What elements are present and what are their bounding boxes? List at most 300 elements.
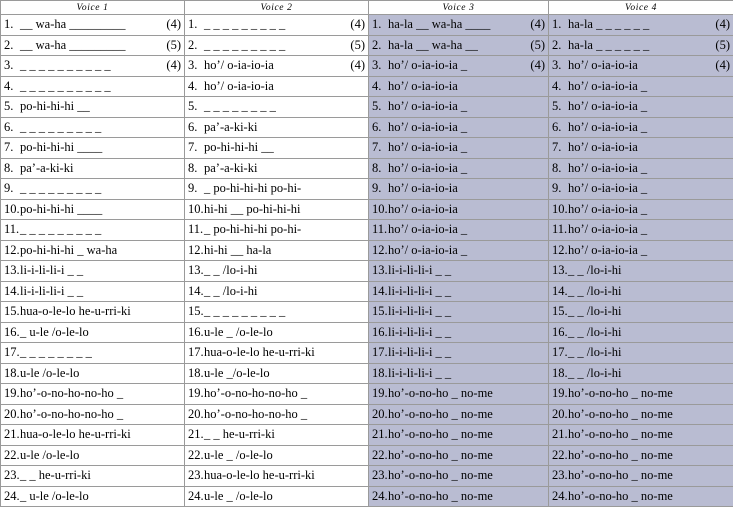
cell-text: ha-la __ wa-ha __ (388, 37, 478, 52)
cell-text: hoʼ-o-no-ho _ no-me (568, 386, 673, 400)
cell-text: _ _ _ _ _ _ _ _ _ (204, 304, 286, 318)
cell-content (369, 220, 548, 240)
cell-content (185, 384, 368, 404)
cell-line-number: 15. (4, 304, 20, 318)
cell-content (369, 446, 548, 466)
cell-content (185, 200, 368, 220)
cell-text: hua-o-le-lo he-u-rri-ki (20, 304, 131, 318)
cell-text: _ _ _ _ _ _ _ _ _ (20, 181, 102, 195)
cell-text: hoʼ/ o-ia-io-ia _ (388, 160, 468, 175)
voice-2-cell (185, 220, 369, 241)
cell-content (549, 343, 733, 363)
table-row (1, 445, 733, 466)
voice-3-cell (369, 117, 549, 138)
cell-text: hoʼ/ o-ia-io-ia (568, 140, 638, 154)
cell-text: _ _ /lo-i-hi (204, 283, 258, 298)
voice-4-cell (549, 158, 733, 179)
cell-text: po-hi-hi-hi __ (204, 140, 274, 154)
cell-content (369, 425, 548, 445)
cell-content (549, 77, 733, 97)
cell-text: hoʼ/ o-ia-io-ia (204, 58, 274, 72)
voice-1-cell (1, 404, 185, 425)
cell-text: _ _ _ _ _ _ _ _ _ (20, 119, 102, 134)
cell-line-number: 2. (188, 37, 198, 52)
cell-text: u-le /o-le-lo (20, 365, 80, 380)
table-row (1, 179, 733, 200)
cell-content (1, 425, 184, 445)
cell-text: hoʼ/ o-ia-io-ia _ (568, 78, 648, 93)
cell-line-number: 7. (372, 140, 382, 154)
cell-text: li-i-li-li-i _ _ (20, 283, 84, 298)
cell-line-number: 11. (188, 222, 204, 236)
voice-3-cell (369, 343, 549, 364)
voice-2-cell (185, 35, 369, 56)
cell-content (185, 220, 368, 240)
cell-line-number: 6. (552, 119, 562, 134)
voice-2-cell (185, 15, 369, 36)
voice-3-cell (369, 158, 549, 179)
table-row (1, 343, 733, 364)
cell-content (1, 97, 184, 117)
cell-content (185, 405, 368, 425)
voice-2-cell (185, 404, 369, 425)
cell-line-number: 1. (188, 17, 198, 31)
voice-1-cell (1, 35, 185, 56)
cell-line-number: 24. (552, 488, 568, 503)
voice-2-cell (185, 425, 369, 446)
cell-content (185, 261, 368, 281)
cell-content (549, 364, 733, 384)
voice-1-cell (1, 117, 185, 138)
cell-content (185, 302, 368, 322)
voice-2-cell (185, 179, 369, 200)
cell-line-number: 5. (552, 99, 562, 113)
cell-line-number: 19. (372, 386, 388, 400)
cell-content (549, 159, 733, 179)
cell-text: _ _ _ _ _ _ _ _ _ _ (20, 58, 111, 72)
cell-text: _ _ /lo-i-hi (568, 263, 622, 277)
cell-text: hoʼ/ o-ia-io-ia (388, 181, 458, 195)
cell-line-number: 14. (372, 283, 388, 298)
cell-text: hoʼ/ o-ia-io-ia _ (388, 99, 468, 113)
cell-content (185, 425, 368, 445)
cell-text: hoʼ-o-no-ho _ no-me (568, 447, 673, 462)
cell-text: _ _ _ _ _ _ _ _ (20, 345, 92, 359)
cell-line-number: 15. (188, 304, 204, 318)
voice-1-cell (1, 302, 185, 323)
voice-3-cell (369, 15, 549, 36)
table-row (1, 220, 733, 241)
cell-content (185, 56, 368, 76)
voice-1-cell (1, 240, 185, 261)
voice-1-cell (1, 220, 185, 241)
cell-content (1, 466, 184, 486)
cell-content (549, 261, 733, 281)
table-row (1, 384, 733, 405)
voice-4-cell (549, 425, 733, 446)
voice-4-cell (549, 56, 733, 77)
cell-text: _ _ _ _ _ _ _ _ _ (204, 37, 286, 52)
cell-line-number: 10. (552, 201, 568, 216)
cell-line-number: 12. (4, 242, 20, 257)
cell-line-number: 2. (372, 37, 382, 52)
cell-line-number: 21. (552, 427, 568, 441)
cell-text: hoʼ/ o-ia-io-ia _ (388, 119, 468, 134)
voice-1-cell (1, 97, 185, 118)
cell-content (369, 138, 548, 158)
cell-text: hoʼ-o-no-ho-no-ho _ (204, 386, 308, 400)
table-row (1, 425, 733, 446)
cell-content (549, 36, 733, 56)
voice-4-cell (549, 404, 733, 425)
voice-1-cell (1, 281, 185, 302)
cell-count: (4) (166, 58, 181, 72)
cell-line-number: 4. (4, 78, 14, 93)
cell-line-number: 13. (552, 263, 568, 277)
cell-content (185, 159, 368, 179)
voice-2-cell (185, 56, 369, 77)
voice-4-cell (549, 220, 733, 241)
cell-line-number: 9. (4, 181, 14, 195)
voice-3-cell (369, 404, 549, 425)
cell-text: po-hi-hi-hi __ (20, 99, 90, 113)
cell-line-number: 15. (552, 304, 568, 318)
voice-1-cell (1, 363, 185, 384)
voice-2-cell (185, 302, 369, 323)
cell-text: li-i-li-li-i _ _ (388, 365, 452, 380)
table-row (1, 35, 733, 56)
cell-text: li-i-li-li-i _ _ (388, 304, 452, 318)
voice-1-cell (1, 199, 185, 220)
cell-content (185, 446, 368, 466)
cell-text: __ wa-ha _________ (20, 37, 126, 52)
cell-content (369, 487, 548, 507)
voice-4-cell (549, 117, 733, 138)
voice-4-cell (549, 15, 733, 36)
cell-content (1, 179, 184, 199)
cell-line-number: 20. (188, 406, 204, 421)
cell-content (185, 77, 368, 97)
cell-line-number: 19. (4, 386, 20, 400)
table-row (1, 76, 733, 97)
cell-line-number: 11. (372, 222, 388, 236)
cell-count: (5) (530, 37, 545, 52)
cell-content (369, 118, 548, 138)
cell-line-number: 4. (552, 78, 562, 93)
cell-content (369, 384, 548, 404)
cell-content (1, 118, 184, 138)
cell-line-number: 1. (552, 17, 562, 31)
cell-content (1, 220, 184, 240)
cell-line-number: 23. (4, 468, 20, 482)
table-row (1, 404, 733, 425)
cell-line-number: 18. (4, 365, 20, 380)
cell-text: _ _ /lo-i-hi (568, 324, 622, 339)
cell-text: u-le _/o-le-lo (204, 365, 270, 380)
cell-content (1, 138, 184, 158)
voice-1-cell (1, 179, 185, 200)
cell-line-number: 16. (372, 324, 388, 339)
cell-text: paʼ-a-ki-ki (204, 160, 258, 175)
voice-1-cell (1, 466, 185, 487)
voice-1-cell (1, 138, 185, 159)
table-row (1, 261, 733, 282)
cell-line-number: 24. (188, 488, 204, 503)
cell-line-number: 6. (4, 119, 14, 134)
cell-line-number: 21. (372, 427, 388, 441)
voice-1-cell (1, 343, 185, 364)
cell-count: (4) (530, 58, 545, 72)
cell-line-number: 12. (372, 242, 388, 257)
cell-text: ha-la __ wa-ha ____ (388, 17, 491, 31)
cell-text: hoʼ/ o-ia-io-ia _ (388, 242, 468, 257)
cell-content (369, 364, 548, 384)
cell-line-number: 23. (188, 468, 204, 482)
cell-text: po-hi-hi-hi _ wa-ha (20, 242, 118, 257)
cell-text: hoʼ/ o-ia-io-ia _ (568, 201, 648, 216)
cell-line-number: 8. (552, 160, 562, 175)
cell-line-number: 11. (4, 222, 20, 236)
column-header-voice-3: Voice 3 (369, 1, 549, 15)
table-row (1, 240, 733, 261)
cell-count: (4) (166, 17, 181, 31)
cell-text: u-le _ /o-le-lo (204, 447, 273, 462)
cell-text: hoʼ-o-no-ho _ no-me (568, 427, 673, 441)
cell-text: hoʼ-o-no-ho-no-ho _ (20, 406, 124, 421)
cell-text: _ _ /lo-i-hi (568, 283, 622, 298)
cell-content (369, 261, 548, 281)
cell-line-number: 7. (4, 140, 14, 154)
cell-line-number: 16. (188, 324, 204, 339)
table-row (1, 281, 733, 302)
voice-1-cell (1, 322, 185, 343)
voice-2-cell (185, 322, 369, 343)
cell-content (1, 282, 184, 302)
table-row (1, 56, 733, 77)
voice-3-cell (369, 486, 549, 507)
cell-text: hoʼ-o-no-ho _ no-me (568, 406, 673, 421)
cell-content (1, 241, 184, 261)
cell-line-number: 2. (552, 37, 562, 52)
cell-text: li-i-li-li-i _ _ (388, 283, 452, 298)
voice-3-cell (369, 384, 549, 405)
cell-line-number: 5. (4, 99, 14, 113)
cell-line-number: 3. (188, 58, 198, 72)
cell-content (1, 302, 184, 322)
cell-text: _ _ he-u-rri-ki (20, 468, 91, 482)
cell-text: hoʼ-o-no-ho-no-ho _ (204, 406, 308, 421)
cell-content (549, 302, 733, 322)
cell-line-number: 21. (4, 427, 20, 441)
cell-content (185, 241, 368, 261)
voice-3-cell (369, 466, 549, 487)
cell-text: _ _ _ _ _ _ _ _ _ _ (20, 78, 111, 93)
cell-text: hi-hi __ po-hi-hi-hi (204, 201, 301, 216)
cell-line-number: 18. (552, 365, 568, 380)
cell-text: hoʼ-o-no-ho _ no-me (568, 468, 673, 482)
voice-1-cell (1, 158, 185, 179)
column-header-voice-1: Voice 1 (1, 1, 185, 15)
cell-text: hoʼ/ o-ia-io-ia (568, 58, 638, 72)
voice-3-cell (369, 302, 549, 323)
cell-line-number: 5. (188, 99, 198, 113)
cell-content (185, 364, 368, 384)
cell-line-number: 3. (552, 58, 562, 72)
table-body (1, 15, 733, 507)
cell-line-number: 17. (4, 345, 20, 359)
cell-line-number: 12. (552, 242, 568, 257)
voice-4-cell (549, 281, 733, 302)
cell-line-number: 10. (188, 201, 204, 216)
voice-3-cell (369, 281, 549, 302)
cell-count: (5) (166, 37, 181, 52)
cell-line-number: 15. (372, 304, 388, 318)
cell-line-number: 19. (552, 386, 568, 400)
voice-4-cell (549, 35, 733, 56)
cell-line-number: 16. (552, 324, 568, 339)
cell-line-number: 23. (372, 468, 388, 482)
cell-text: _ _ /lo-i-hi (568, 304, 622, 318)
cell-line-number: 13. (372, 263, 388, 277)
cell-text: hoʼ-o-no-ho _ no-me (388, 447, 493, 462)
cell-text: u-le /o-le-lo (20, 447, 80, 462)
cell-text: _ _ _ _ _ _ _ _ _ (20, 222, 102, 236)
cell-text: hua-o-le-lo he-u-rri-ki (204, 345, 315, 359)
cell-line-number: 13. (188, 263, 204, 277)
table-row (1, 15, 733, 36)
voice-4-cell (549, 445, 733, 466)
cell-content (1, 159, 184, 179)
voice-2-cell (185, 117, 369, 138)
table-header-row (1, 1, 733, 15)
voice-1-cell (1, 384, 185, 405)
cell-content (549, 56, 733, 76)
voice-2-cell (185, 261, 369, 282)
table-row (1, 97, 733, 118)
cell-text: hoʼ/ o-ia-io-ia _ (388, 140, 468, 154)
cell-content (549, 241, 733, 261)
cell-content (369, 36, 548, 56)
cell-line-number: 6. (372, 119, 382, 134)
cell-line-number: 6. (188, 119, 198, 134)
cell-content (185, 36, 368, 56)
cell-line-number: 18. (188, 365, 204, 380)
voice-4-cell (549, 363, 733, 384)
voice-1-cell (1, 425, 185, 446)
cell-content (185, 97, 368, 117)
voice-1-cell (1, 56, 185, 77)
cell-content (1, 364, 184, 384)
cell-text: paʼ-a-ki-ki (20, 160, 74, 175)
cell-content (549, 118, 733, 138)
cell-line-number: 1. (4, 17, 14, 31)
voice-2-cell (185, 76, 369, 97)
cell-line-number: 22. (4, 447, 20, 462)
cell-content (549, 384, 733, 404)
cell-content (549, 15, 733, 35)
voice-4-cell (549, 302, 733, 323)
cell-text: hoʼ-o-no-ho _ no-me (388, 488, 493, 503)
cell-text: hoʼ/ o-ia-io-ia _ (388, 58, 468, 72)
cell-content (369, 77, 548, 97)
voice-4-cell (549, 179, 733, 200)
voice-2-cell (185, 486, 369, 507)
cell-line-number: 4. (188, 78, 198, 93)
cell-line-number: 2. (4, 37, 14, 52)
cell-content (549, 220, 733, 240)
voice-3-cell (369, 179, 549, 200)
voice-2-cell (185, 138, 369, 159)
voice-3-cell (369, 261, 549, 282)
cell-line-number: 7. (552, 140, 562, 154)
cell-content (549, 405, 733, 425)
voice-2-cell (185, 445, 369, 466)
cell-line-number: 14. (188, 283, 204, 298)
cell-content (1, 77, 184, 97)
voice-3-cell (369, 363, 549, 384)
cell-content (369, 466, 548, 486)
cell-line-number: 7. (188, 140, 198, 154)
cell-count: (4) (350, 58, 365, 72)
cell-text: _ po-hi-hi-hi po-hi- (204, 181, 302, 195)
cell-line-number: 3. (372, 58, 382, 72)
cell-text: _ u-le /o-le-lo (20, 488, 89, 503)
cell-content (369, 405, 548, 425)
cell-content (549, 487, 733, 507)
cell-text: hoʼ/ o-ia-io-ia _ (568, 119, 648, 134)
voice-3-cell (369, 97, 549, 118)
cell-line-number: 9. (188, 181, 198, 195)
voice-4-cell (549, 240, 733, 261)
cell-line-number: 5. (372, 99, 382, 113)
cell-line-number: 12. (188, 242, 204, 257)
column-header-voice-4: Voice 4 (549, 1, 733, 15)
cell-line-number: 8. (4, 160, 14, 175)
voice-2-cell (185, 199, 369, 220)
cell-text: hoʼ-o-no-ho _ no-me (388, 406, 493, 421)
cell-line-number: 8. (188, 160, 198, 175)
voice-3-cell (369, 199, 549, 220)
voice-3-cell (369, 138, 549, 159)
cell-text: po-hi-hi-hi ____ (20, 140, 103, 154)
voice-1-cell (1, 15, 185, 36)
cell-line-number: 18. (372, 365, 388, 380)
voice-2-cell (185, 363, 369, 384)
cell-count: (4) (715, 17, 730, 31)
voice-1-cell (1, 76, 185, 97)
cell-content (1, 384, 184, 404)
cell-content (549, 200, 733, 220)
voice-1-cell (1, 486, 185, 507)
cell-text: hoʼ/ o-ia-io-ia _ (568, 222, 648, 236)
cell-line-number: 20. (552, 406, 568, 421)
voice-2-cell (185, 240, 369, 261)
cell-content (369, 179, 548, 199)
voice-3-cell (369, 56, 549, 77)
voice-4-cell (549, 97, 733, 118)
cell-line-number: 24. (4, 488, 20, 503)
cell-text: _ _ _ _ _ _ _ _ _ (204, 17, 286, 31)
table-row (1, 138, 733, 159)
voice-3-cell (369, 240, 549, 261)
cell-text: hi-hi __ ha-la (204, 242, 272, 257)
voice-3-cell (369, 76, 549, 97)
voice-4-cell (549, 466, 733, 487)
cell-text: hoʼ-o-no-ho _ no-me (388, 468, 493, 482)
cell-content (369, 97, 548, 117)
cell-text: _ u-le /o-le-lo (20, 324, 89, 339)
cell-line-number: 17. (372, 345, 388, 359)
